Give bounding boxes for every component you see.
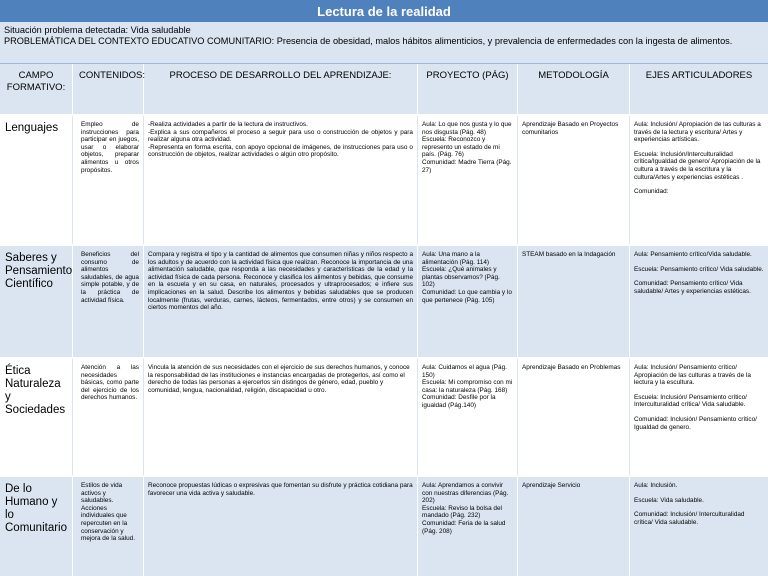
campo-cell: Saberes y Pensamiento Científico — [0, 246, 73, 357]
header-proyecto: PROYECTO (PÁG) — [418, 64, 518, 114]
contenidos-cell: Estilos de vida activos y saludables. Acciones individuales que repercuten en la conservación y mejora de la salud. — [73, 477, 144, 576]
metodologia-cell: STEAM basado en la Indagación — [518, 246, 630, 357]
metodologia-cell: Aprendizaje Basado en Proyectos comunitarios — [518, 116, 630, 244]
proyecto-escuela: Escuela: Reviso la bolsa del mandado (Pág. 232) — [422, 504, 502, 520]
proceso-text: Vincula la atención de sus necesidades con el ejercicio de sus derechos humanos, y conoce la responsabilidad de las instituciones e instancias encargadas de protegerlos, así como el derecho de todas las personas a ejercerlos sin distingos de género, edad, pueblo y comunidad, lengua, nacionalidad, religión, discapacidad u otro. — [148, 364, 410, 394]
contenidos-cell: Beneficios del consumo de alimentos saludables, de agua simple potable, y de la práctica de actividad física. — [73, 246, 144, 357]
campo-cell: Ética Naturaleza y Sociedades — [0, 359, 73, 475]
proceso-text: Reconoce propuestas lúdicas o expresivas que fomentan su disfrute y práctica cotidiana para favorecer una vida activa y saludable. — [148, 482, 413, 497]
ejes-escuela: Escuela: Pensamiento crítico/ Vida saludable. — [634, 265, 764, 273]
table-row — [0, 475, 768, 576]
proyecto-cell — [418, 246, 518, 357]
contenidos-cell: Atención a las necesidades básicas, como parte del ejercicio de los derechos humanos. — [73, 359, 144, 475]
ejes-cell — [630, 477, 768, 576]
proyecto-cell — [418, 116, 518, 244]
slide-title: Lectura de la realidad — [0, 0, 768, 22]
problem-context: PROBLEMÁTICA DEL CONTEXTO EDUCATIVO COMUNITARIO: Presencia de obesidad, malos hábitos alimenticios, y prevalencia de enfermedades con la ingesta de alimentos. — [4, 36, 733, 46]
proceso-text: -Representa en forma escrita, con apoyo opcional de imágenes, de instrucciones para uso o construcción de objetos, realizar actividades o algún otro propósito. — [148, 143, 413, 159]
ejes-comunidad: Comunidad: — [634, 188, 669, 196]
ejes-comunidad: Comunidad: Inclusión/ Interculturalidad crítica/ Vida saludable. — [634, 511, 745, 526]
ejes-aula: Aula: Inclusión. — [634, 482, 678, 489]
table-row — [0, 244, 768, 357]
campo-cell: De lo Humano y lo Comunitario — [0, 477, 73, 576]
campo-cell: Lenguajes — [0, 116, 73, 244]
proyecto-aula: Aula: Lo que nos gusta y lo que nos disgusta (Pág. 48) — [422, 121, 512, 136]
ejes-cell — [630, 116, 768, 244]
proyecto-comunidad: Comunidad: Desfile por la igualdad (Pág.140) — [422, 394, 496, 409]
proceso-text: -Realiza actividades a partir de la lectura de instructivos. — [148, 121, 308, 128]
proceso-text: Compara y registra el tipo y la cantidad de alimentos que consumen niñas y niños respecto a los adultos y de acuerdo con la actividad física que realizan. Reconoce la importancia de una alimentación saludable, que responda a las necesidades y características de la edad y la actividad física de cada persona. Reconoce y clasifica los alimentos y bebidas, que consume en la escuela y en su casa, en naturales, procesados y ultraprocesados; e infiere sus implicaciones en la salud. Describe los alimentos y bebidas saludables que se producen localmente (frutas, verduras, carnes, lácteos, fermentados, entre otros) y se consumen en ciertos momentos del año. — [148, 251, 413, 312]
proceso-cell — [144, 477, 418, 576]
metodologia-cell: Aprendizaje Basado en Problemas — [518, 359, 630, 475]
proceso-cell — [144, 359, 418, 475]
table-row — [0, 357, 768, 475]
proceso-cell — [144, 246, 418, 357]
contenidos-cell: Empleo de instrucciones para participar en juegos, usar o elaborar objetos, preparar alimentos u otros propósitos. — [73, 116, 144, 244]
problem-situation: Situación problema detectada: Vida saludable — [4, 25, 191, 35]
ejes-cell — [630, 246, 768, 357]
ejes-escuela: Escuela: Inclusión/Interculturalidad crítica/Igualdad de genero/ Apropiación de la cultura a través de la escritura y la cultura/Artes y experiencias estéticas . — [634, 150, 761, 181]
table-row — [0, 114, 768, 244]
header-proceso: PROCESO DE DESARROLLO DEL APRENDIZAJE: — [144, 64, 418, 114]
proyecto-aula: Aula: Una mano a la alimentación (Pág. 114) — [422, 251, 490, 266]
ejes-aula: Aula: Inclusión/ Pensamiento crítico/ Apropiación de las culturas a través de la lectura y la escultura. — [634, 364, 751, 387]
ejes-cell — [630, 359, 768, 475]
proceso-cell — [144, 116, 418, 244]
metodologia-cell: Aprendizaje Servicio — [518, 477, 630, 576]
proyecto-cell — [418, 359, 518, 475]
proyecto-escuela: Escuela: Reconozco y represento un estado de mi país. (Pág. 76) — [422, 136, 500, 159]
proyecto-escuela: Escuela: Mi compromiso con mi casa: la naturaleza (Pág. 168) — [422, 379, 513, 394]
proyecto-cell — [418, 477, 518, 576]
header-ejes: EJES ARTICULADORES — [645, 70, 753, 81]
ejes-aula: Aula: Pensamiento crítico/Vida saludable. — [634, 251, 752, 258]
proyecto-escuela: Escuela: ¿Qué animales y plantas observamos? (Pág. 102) — [422, 266, 500, 289]
proyecto-aula: Aula: Cuidamos el agua (Pág. 150) — [422, 364, 507, 379]
table-header — [0, 64, 768, 115]
ejes-escuela: Escuela: Vida saludable. — [634, 496, 704, 504]
problem-section — [0, 22, 768, 64]
header-contenidos: CONTENIDOS: — [73, 64, 144, 114]
proyecto-comunidad: Comunidad: Madre Tierra (Pág. 27) — [422, 158, 512, 174]
header-metodologia: METODOLOGÍA — [518, 64, 630, 114]
ejes-escuela: Escuela: Inclusión/ Pensamiento crítico/ Interculturalidad crítica/ Vida saludable. — [634, 393, 747, 409]
ejes-comunidad: Comunidad: Inclusión/ Pensamiento crítico/ Igualdad de genero. — [634, 415, 757, 431]
ejes-aula: Aula: Inclusión/ Apropiación de las culturas a través de la lectura y escritura/ Artes y experiencias artísticas. — [634, 121, 761, 144]
proyecto-comunidad: Comunidad: Lo que cambia y lo que pertenece (Pág. 105) — [422, 288, 512, 304]
ejes-comunidad: Comunidad: Pensamiento crítico/ Vida saludable/ Artes y experiencias estéticas. — [634, 280, 751, 295]
proyecto-aula: Aula: Aprendamos a convivir con nuestras diferencias (Pág. 202) — [422, 482, 509, 505]
header-campo: CAMPO FORMATIVO: — [0, 64, 73, 114]
proyecto-comunidad: Comunidad: Feria de la salud (Pág. 208) — [422, 519, 506, 535]
proceso-text: -Explica a sus compañeros el proceso a seguir para uso o construcción de objetos y para realizar alguna otra actividad. — [148, 128, 413, 144]
